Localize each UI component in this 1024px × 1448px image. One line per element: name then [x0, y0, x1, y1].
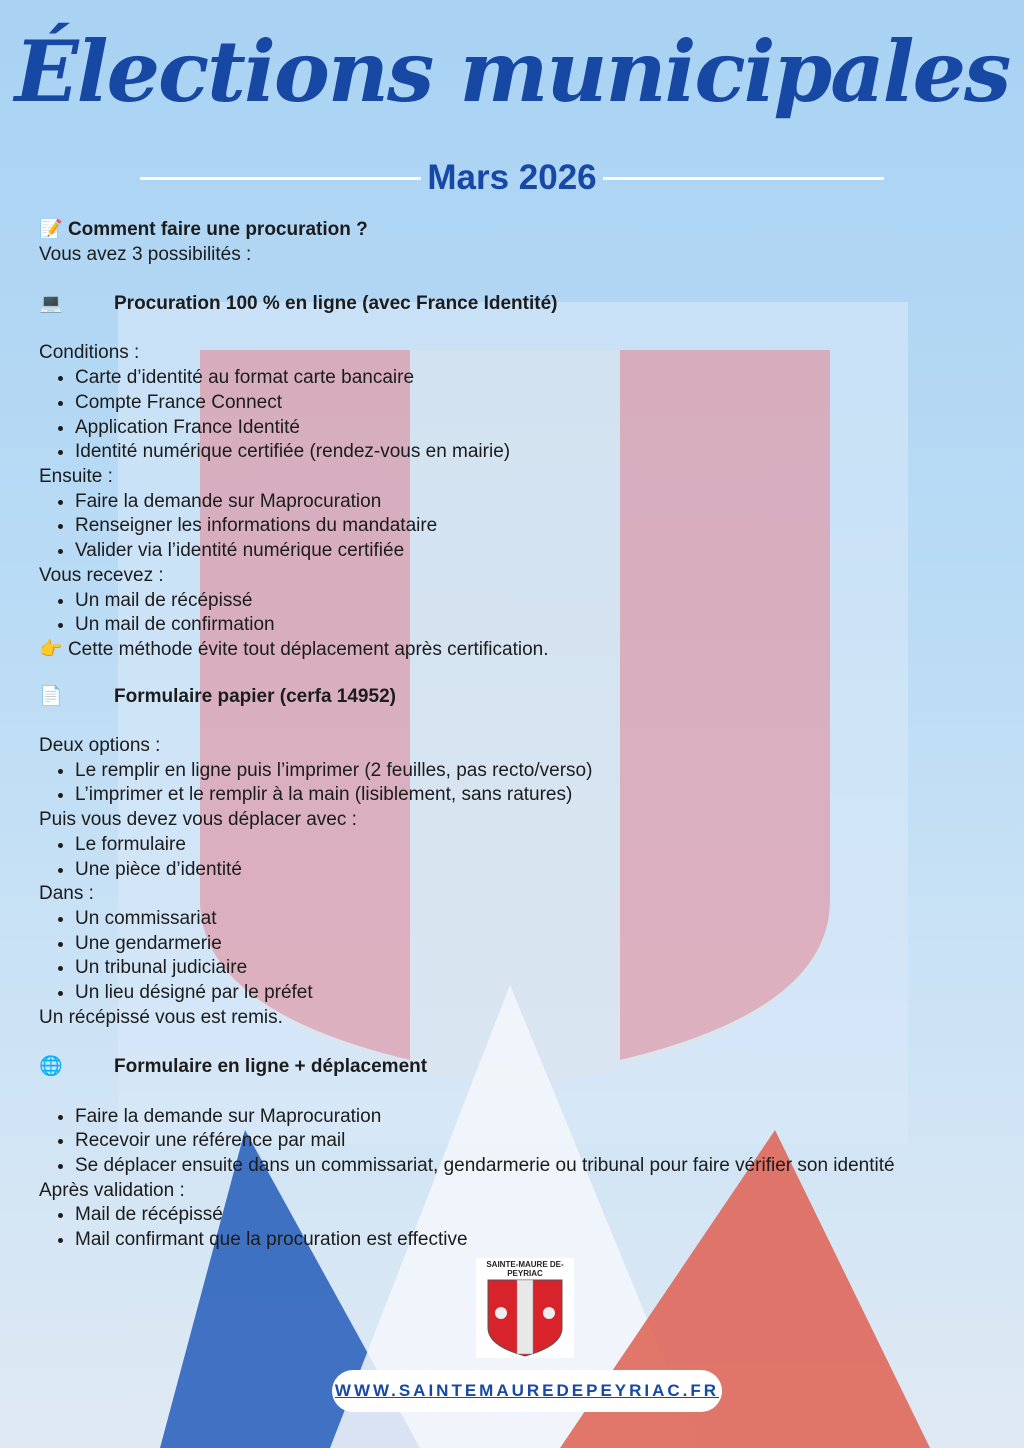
list-item: • Une pièce d’identité — [75, 858, 999, 883]
group-label: Deux options : — [39, 735, 161, 757]
list-item: • Recevoir une référence par mail — [75, 1129, 999, 1154]
list-item: • Un commissariat — [75, 907, 999, 932]
website-link[interactable]: WWW.SAINTEMAUREDEPEYRIAC.FR — [332, 1370, 722, 1412]
note-text: Cette méthode évite tout déplacement après certification. — [67, 638, 549, 660]
divider-left — [140, 177, 421, 180]
group-label: Conditions : — [39, 342, 140, 364]
list-item: • Carte d’identité au format carte bancaire — [75, 366, 999, 391]
group-label: Puis vous devez vous déplacer avec : — [39, 809, 357, 831]
list-item: • Un lieu désigné par le préfet — [75, 981, 999, 1006]
section-heading — [39, 1055, 999, 1080]
list-item: • Application France Identité — [75, 416, 999, 441]
list-item: • Un mail de récépissé — [75, 589, 999, 614]
list-item: • Faire la demande sur Maprocuration — [75, 1105, 999, 1130]
group-label: Après validation : — [39, 1179, 185, 1201]
divider-right — [603, 177, 884, 180]
list-item: • Se déplacer ensuite dans un commissariat, gendarmerie ou tribunal pour faire vérifier son identité — [75, 1154, 999, 1179]
list-item: • Compte France Connect — [75, 391, 999, 416]
list-item: • Faire la demande sur Maprocuration — [75, 490, 999, 515]
group-label: Dans : — [39, 883, 94, 905]
list-item: • Un mail de confirmation — [75, 613, 999, 638]
group-label: Ensuite : — [39, 466, 113, 487]
subtitle: Mars 2026 — [427, 158, 597, 197]
list-item: • Identité numérique certifiée (rendez-vous en mairie) — [75, 440, 999, 465]
list-item: • Le formulaire — [75, 833, 999, 858]
pointing-hand-icon: 👉 — [39, 638, 63, 660]
intro-text: Vous avez 3 possibilités : — [39, 243, 252, 265]
list-item: • Mail de récépissé — [75, 1203, 999, 1228]
section-title: Formulaire en ligne + déplacement — [114, 1056, 428, 1078]
note — [39, 638, 999, 663]
content — [39, 218, 999, 1253]
section-title: Procuration 100 % en ligne (avec France Identité) — [114, 293, 558, 315]
list-item: • Valider via l’identité numérique certifiée — [75, 539, 999, 564]
section-heading — [39, 292, 999, 317]
list-item: • Un tribunal judiciaire — [75, 956, 999, 981]
list-item: • Une gendarmerie — [75, 932, 999, 957]
coat-of-arms-logo — [476, 1258, 574, 1358]
list-item: • Mail confirmant que la procuration est effective — [75, 1228, 999, 1253]
page-icon: 📄 — [39, 685, 63, 707]
intro-heading-text: Comment faire une procuration ? — [67, 219, 368, 240]
note: Un récépissé vous est remis. — [39, 1006, 283, 1028]
page-title: Élections municipales — [14, 22, 1010, 121]
list-item: • Renseigner les informations du mandataire — [75, 514, 999, 539]
shield-icon — [476, 1258, 574, 1358]
list-item: • Le remplir en ligne puis l’imprimer (2 feuilles, pas recto/verso) — [75, 759, 999, 784]
group-label: Vous recevez : — [39, 564, 164, 586]
logo-text: SAINTE-MAURE DE-PEYRIAC — [486, 1260, 564, 1278]
globe-icon: 🌐 — [39, 1056, 63, 1078]
subtitle-row — [140, 158, 884, 198]
laptop-icon: 💻 — [39, 293, 63, 315]
memo-icon: 📝 — [39, 219, 63, 240]
section-title: Formulaire papier (cerfa 14952) — [114, 685, 396, 707]
list-item: • L’imprimer et le remplir à la main (lisiblement, sans ratures) — [75, 783, 999, 808]
intro-heading — [39, 218, 999, 243]
section-heading — [39, 685, 999, 710]
